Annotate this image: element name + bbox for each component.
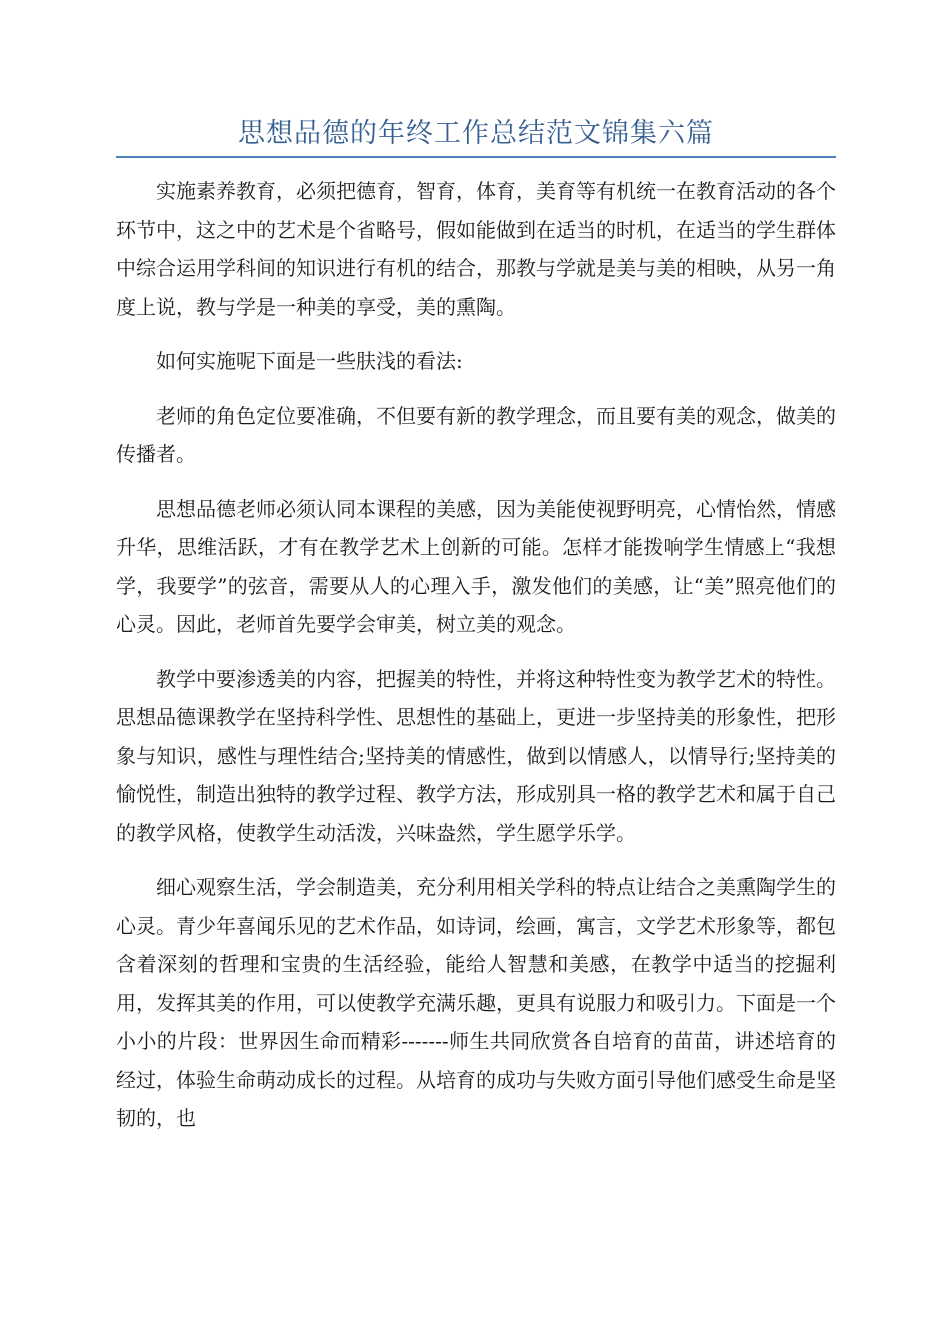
paragraph-2: 如何实施呢下面是一些肤浅的看法:	[156, 349, 463, 373]
paragraph-4: 思想品德老师必须认同本课程的美感，因为美能使视野明亮，心情怡然，情感升华，思维活跃，才有在教学艺术上创新的可能。怎样才能拨响学生情感上“我想学，我要学”的弦音，需要从人的心理入手，激发他们的美感，让“美”照亮他们的心灵。因此，老师首先要学会审美，树立美的观念。	[116, 496, 836, 636]
paragraph-6: 细心观察生活，学会制造美，充分利用相关学科的特点让结合之美熏陶学生的心灵。青少年喜闻乐见的艺术作品，如诗词，绘画，寓言，文学艺术形象等，都包含着深刻的哲理和宝贵的生活经验，能给人智慧和美感，在教学中适当的挖掘利用，发挥其美的作用，可以使教学充满乐趣，更具有说服力和吸引力。下面是一个小小的片段：世界因生命而精彩-------师生共同欣赏各自培育的苗苗，讲述培育的经过，体验生命萌动成长的过程。从培育的成功与失败方面引导他们感受生命是坚韧的，也	[116, 875, 836, 1130]
document-body	[116, 172, 836, 1154]
title-block	[116, 112, 836, 158]
document-title: 思想品德的年终工作总结范文锦集六篇	[238, 118, 714, 149]
paragraph-5: 教学中要渗透美的内容，把握美的特性，并将这种特性变为教学艺术的特性。思想品德课教学在坚持科学性、思想性的基础上，更进一步坚持美的形象性，把形象与知识，感性与理性结合;坚持美的情感性，做到以情感人，以情导行;坚持美的愉悦性，制造出独特的教学过程、教学方法，形成别具一格的教学艺术和属于自己的教学风格，使教学生动活泼，兴味盎然，学生愿学乐学。	[116, 666, 836, 845]
paragraph-3: 老师的角色定位要准确，不但要有新的教学理念，而且要有美的观念，做美的传播者。	[116, 403, 836, 466]
paragraph-1: 实施素养教育，必须把德育，智育，体育，美育等有机统一在教育活动的各个环节中，这之中的艺术是个省略号，假如能做到在适当的时机，在适当的学生群体中综合运用学科间的知识进行有机的结合，那教与学就是美与美的相映，从另一角度上说，教与学是一种美的享受，美的熏陶。	[116, 179, 836, 319]
